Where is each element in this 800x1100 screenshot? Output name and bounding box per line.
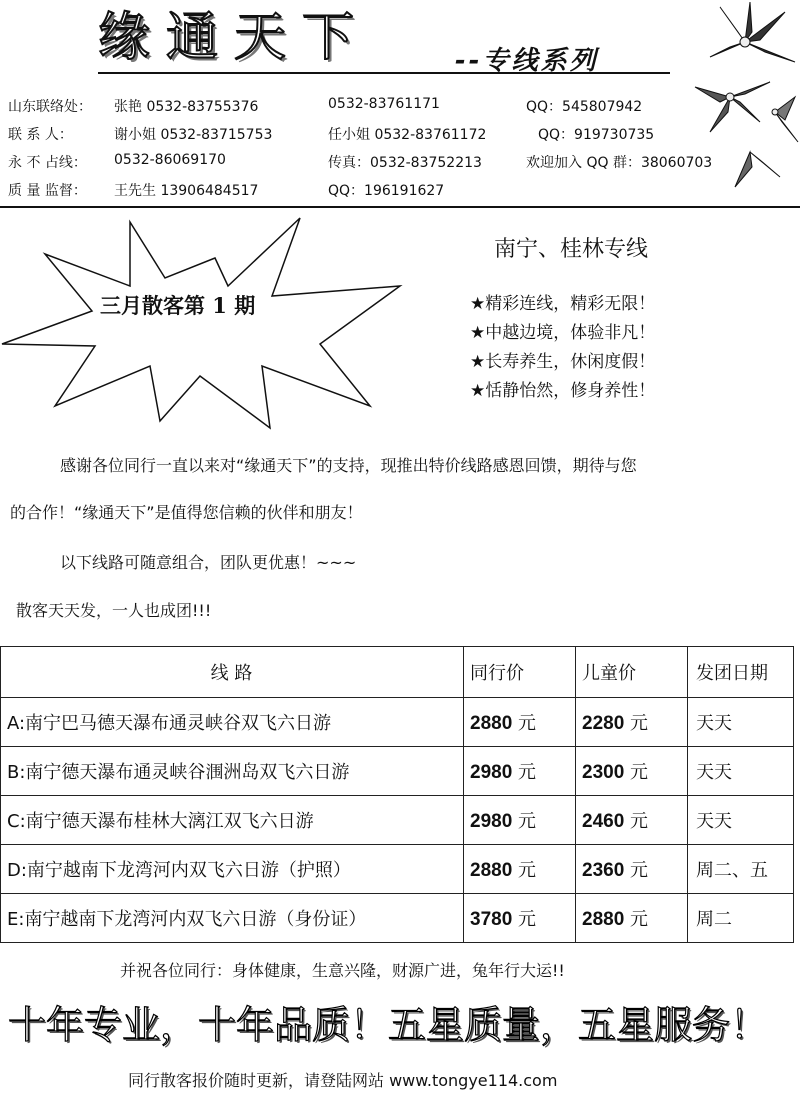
price-table xyxy=(0,646,794,943)
contact-value: QQ：196191627 xyxy=(328,183,445,199)
contact-value: 0532-86069170 xyxy=(114,152,226,168)
child-price: 2880 元 xyxy=(576,894,688,943)
table-row xyxy=(1,845,794,894)
slogan: 十年专业，十年品质！五星质量，五星服务！ xyxy=(8,1003,769,1047)
table-row xyxy=(1,747,794,796)
peer-price: 3780 元 xyxy=(464,894,576,943)
contact-label: 山东联络处： xyxy=(8,99,92,115)
schedule: 周二、五 xyxy=(688,845,794,894)
route-name: A:南宁巴马德天瀑布通灵峡谷双飞六日游 xyxy=(1,698,464,747)
child-price: 2280 元 xyxy=(576,698,688,747)
thanks-text-line2: 的合作！“缘通天下”是值得您信赖的伙伴和朋友！ xyxy=(10,503,363,522)
feature-item: ★长寿养生，休闲度假！ xyxy=(470,352,656,372)
schedule: 周二 xyxy=(688,894,794,943)
feature-item: ★精彩连线，精彩无限！ xyxy=(470,294,656,314)
feature-list xyxy=(470,290,655,406)
wish-text: 并祝各位同行：身体健康，生意兴隆，财源广进，兔年行大运!! xyxy=(120,961,565,980)
contact-label: 永 不 占线： xyxy=(8,155,87,171)
route-name: B:南宁德天瀑布通灵峡谷涠洲岛双飞六日游 xyxy=(1,747,464,796)
child-price: 2460 元 xyxy=(576,796,688,845)
issue-label: 三月散客第 1 期 xyxy=(100,293,256,318)
child-price: 2300 元 xyxy=(576,747,688,796)
contact-label: 质 量 监督： xyxy=(8,183,87,199)
peer-price: 2880 元 xyxy=(464,845,576,894)
table-row xyxy=(1,796,794,845)
contact-value: 王先生 13906484517 xyxy=(114,183,259,199)
feature-item: ★恬静怡然，修身养性！ xyxy=(470,381,656,401)
contact-value: 0532-83761171 xyxy=(328,96,440,112)
peer-price: 2880 元 xyxy=(464,698,576,747)
schedule: 天天 xyxy=(688,698,794,747)
title-underline xyxy=(98,72,670,74)
header-route: 线 路 xyxy=(1,647,464,698)
brand-title: 缘通天下 xyxy=(98,8,371,68)
header-divider xyxy=(0,206,800,208)
route-name: E:南宁越南下龙湾河内双飞六日游（身份证） xyxy=(1,894,464,943)
contact-label: 联 系 人： xyxy=(8,127,73,143)
schedule: 天天 xyxy=(688,796,794,845)
contact-value: 传真：0532-83752213 xyxy=(328,155,482,171)
daily-text: 散客天天发，一人也成团!!! xyxy=(16,601,212,620)
contact-value: 谢小姐 0532-83715753 xyxy=(114,127,273,143)
thanks-text-line1: 感谢各位同行一直以来对“缘通天下”的支持，现推出特价线路感恩回馈，期待与您 xyxy=(60,456,637,475)
header-child-price: 儿童价 xyxy=(576,647,688,698)
contact-value: 欢迎加入 QQ 群：38060703 xyxy=(526,155,713,171)
table-row xyxy=(1,894,794,943)
peer-price: 2980 元 xyxy=(464,796,576,845)
footer-text: 同行散客报价随时更新，请登陆网站 www.tongye114.com xyxy=(128,1071,558,1090)
header-peer-price: 同行价 xyxy=(464,647,576,698)
route-name: C:南宁德天瀑布桂林大漓江双飞六日游 xyxy=(1,796,464,845)
contact-value: QQ：545807942 xyxy=(526,99,643,115)
feature-item: ★中越边境，体验非凡！ xyxy=(470,323,656,343)
brand-subtitle: --专线系列 xyxy=(455,46,599,76)
route-title: 南宁、桂林专线 xyxy=(494,237,649,262)
contact-value: QQ：919730735 xyxy=(538,127,655,143)
peer-price: 2980 元 xyxy=(464,747,576,796)
contact-value: 张艳 0532-83755376 xyxy=(114,99,259,115)
header-schedule: 发团日期 xyxy=(688,647,794,698)
combo-text: 以下线路可随意组合，团队更优惠！~~~ xyxy=(60,553,357,572)
table-row xyxy=(1,698,794,747)
table-header-row xyxy=(1,647,794,698)
schedule: 天天 xyxy=(688,747,794,796)
contact-value: 任小姐 0532-83761172 xyxy=(328,127,487,143)
route-name: D:南宁越南下龙湾河内双飞六日游（护照） xyxy=(1,845,464,894)
starburst-shape xyxy=(0,216,410,430)
child-price: 2360 元 xyxy=(576,845,688,894)
